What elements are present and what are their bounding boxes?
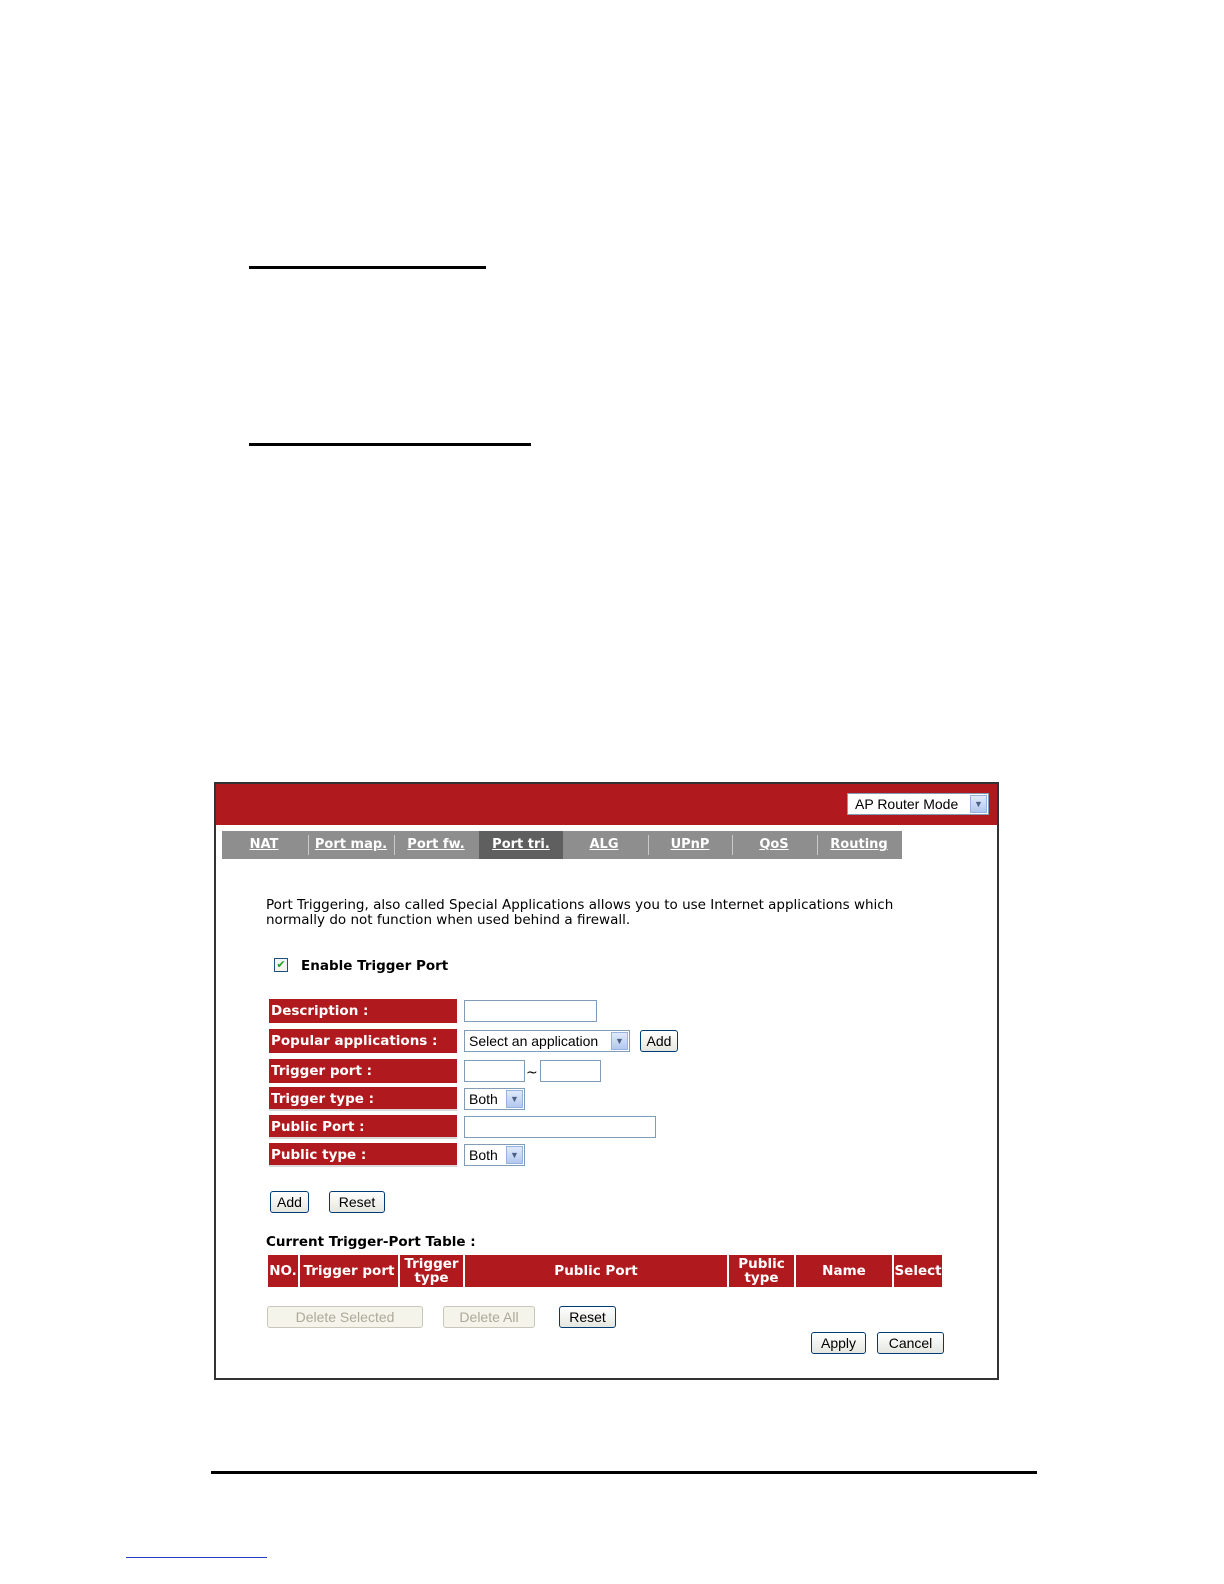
mode-select-value: AP Router Mode — [855, 796, 959, 812]
public-type-label: Public type : — [269, 1143, 457, 1167]
trigger-port-start-input[interactable] — [464, 1060, 525, 1082]
table-header-select: Select — [894, 1255, 942, 1287]
reset-form-button[interactable]: Reset — [329, 1191, 385, 1213]
table-header-public-port: Public Port — [465, 1255, 727, 1287]
delete-selected-button[interactable]: Delete Selected — [267, 1306, 423, 1328]
trigger-port-end-input[interactable] — [540, 1060, 601, 1082]
table-header-trigger-port: Trigger port — [300, 1255, 398, 1287]
router-config-screenshot — [214, 782, 999, 1380]
tab-port-fw[interactable]: Port fw. — [407, 837, 465, 852]
intro-text: Port Triggering, also called Special Applications allows you to use Internet applications which normally do not function when used behind a firewall. — [266, 897, 894, 928]
tab-alg[interactable]: ALG — [589, 837, 619, 852]
description-input[interactable] — [464, 1000, 597, 1022]
table-header-public-type: Public type — [729, 1255, 794, 1287]
trigger-port-table-title: Current Trigger-Port Table : — [266, 1234, 476, 1250]
tab-port-map[interactable]: Port map. — [314, 837, 388, 852]
chevron-down-icon[interactable]: ▼ — [970, 795, 987, 813]
tab-divider — [394, 835, 395, 855]
enable-trigger-label: Enable Trigger Port — [301, 958, 449, 974]
enable-trigger-checkbox[interactable]: ✔ — [274, 958, 288, 972]
mode-select[interactable] — [847, 793, 989, 815]
public-port-label: Public Port : — [269, 1115, 457, 1139]
trigger-port-label: Trigger port : — [269, 1059, 457, 1083]
tab-upnp[interactable]: UPnP — [670, 837, 710, 852]
reset-table-button[interactable]: Reset — [559, 1306, 616, 1328]
tab-routing[interactable]: Routing — [830, 837, 888, 852]
tab-bar — [222, 831, 902, 859]
trigger-type-select[interactable] — [464, 1088, 525, 1110]
table-header-trigger-type: Trigger type — [400, 1255, 463, 1287]
popular-applications-label: Popular applications : — [269, 1029, 457, 1053]
chevron-down-icon[interactable]: ▼ — [506, 1090, 523, 1108]
tab-divider — [817, 835, 818, 855]
heading-underline-1 — [249, 266, 486, 269]
public-port-input[interactable] — [464, 1116, 656, 1138]
public-type-select[interactable] — [464, 1144, 525, 1166]
chevron-down-icon[interactable]: ▼ — [506, 1146, 523, 1164]
popular-applications-select[interactable] — [464, 1030, 630, 1052]
public-type-value: Both — [469, 1147, 498, 1163]
tab-divider — [648, 835, 649, 855]
chevron-down-icon[interactable]: ▼ — [611, 1032, 628, 1050]
tab-divider — [732, 835, 733, 855]
trigger-type-label: Trigger type : — [269, 1087, 457, 1111]
delete-all-button[interactable]: Delete All — [443, 1306, 535, 1328]
top-banner — [216, 784, 997, 825]
table-header-no: NO. — [268, 1255, 298, 1287]
trigger-port-separator: ~ — [526, 1065, 538, 1081]
tab-qos[interactable]: QoS — [759, 837, 789, 852]
popular-add-button[interactable]: Add — [640, 1030, 678, 1052]
table-header-name: Name — [796, 1255, 892, 1287]
apply-button[interactable]: Apply — [811, 1332, 866, 1354]
footer-rule — [211, 1471, 1037, 1474]
description-label: Description : — [269, 999, 457, 1023]
trigger-type-value: Both — [469, 1091, 498, 1107]
tab-port-tri[interactable]: Port tri. — [479, 831, 563, 859]
cancel-button[interactable]: Cancel — [877, 1332, 944, 1354]
footer-link-underline — [126, 1557, 267, 1558]
tab-nat[interactable]: NAT — [249, 837, 279, 852]
add-button[interactable]: Add — [270, 1191, 309, 1213]
tab-divider — [308, 835, 309, 855]
heading-underline-2 — [249, 443, 531, 446]
popular-applications-value: Select an application — [469, 1033, 599, 1049]
